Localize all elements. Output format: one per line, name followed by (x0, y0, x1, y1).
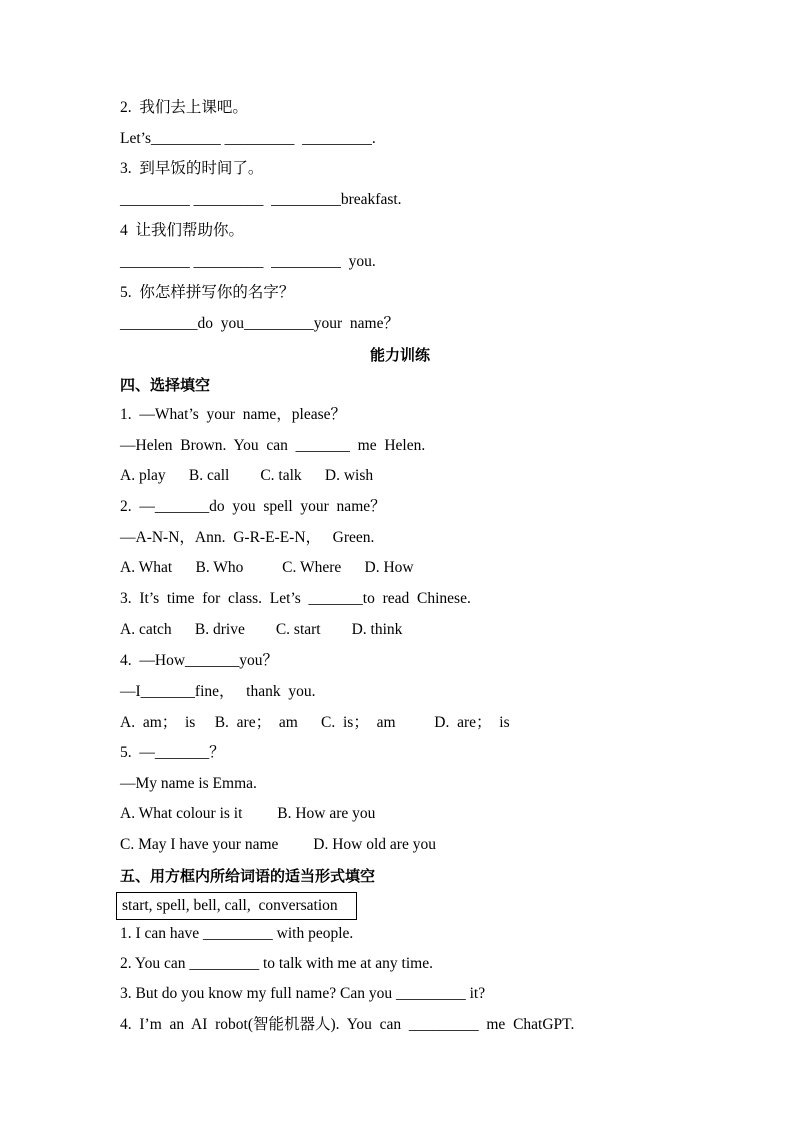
fill-q1: 1. I can have _________ with people. (120, 925, 354, 942)
fill-q2: 2. You can _________ to talk with me at any time. (120, 955, 433, 972)
q3-chinese: 3. 到早饭的时间了。 (120, 160, 264, 177)
mc-q2-options: A. What B. Who C. Where D. How (120, 559, 414, 576)
q4-chinese: 4 让我们帮助你。 (120, 222, 245, 239)
q4-english: _________ _________ _________ you. (120, 253, 376, 270)
q2-chinese: 2. 我们去上课吧。 (120, 99, 248, 116)
part5-heading: 五、用方框内所给词语的适当形式填空 (120, 867, 376, 885)
mc-q2-reply: —A-N-N，Ann. G-R-E-E-N， Green. (120, 529, 375, 546)
mc-q3: 3. It’s time for class. Let’s _______to read Chinese. (120, 590, 471, 607)
q5-english: __________do you_________your name？ (120, 315, 399, 332)
mc-q5-reply: —My name is Emma. (120, 775, 257, 792)
word-box (116, 892, 357, 920)
fill-q4: 4. I’m an AI robot(智能机器人). You can _________ me ChatGPT. (120, 1016, 575, 1033)
q3-english: _________ _________ _________breakfast. (120, 191, 402, 208)
fill-q3: 3. But do you know my full name? Can you _________ it? (120, 985, 486, 1002)
mc-q5-options-cd: C. May I have your name D. How old are you (120, 836, 436, 853)
part4-heading: 四、选择填空 (120, 376, 211, 394)
mc-q5: 5. —_______？ (120, 744, 225, 761)
mc-q4: 4. —How_______you？ (120, 652, 279, 669)
section-title: 能力训练 (369, 346, 430, 364)
mc-q1-options: A. play B. call C. talk D. wish (120, 467, 374, 484)
mc-q2: 2. —_______do you spell your name？ (120, 498, 386, 515)
q2-english: Let’s_________ _________ _________. (120, 130, 376, 147)
mc-q4-reply: —I_______fine， thank you. (120, 683, 316, 700)
q5-chinese: 5. 你怎样拼写你的名字？ (120, 284, 295, 301)
mc-q4-options: A. am； is B. are； am C. is； am D. are； is (120, 714, 510, 731)
word-box-text: start, spell, bell, call, conversation (122, 897, 338, 914)
mc-q5-options-ab: A. What colour is it B. How are you (120, 805, 376, 822)
mc-q3-options: A. catch B. drive C. start D. think (120, 621, 403, 638)
mc-q1-reply: —Helen Brown. You can _______ me Helen. (120, 437, 426, 454)
mc-q1: 1. —What’s your name，please？ (120, 406, 346, 423)
